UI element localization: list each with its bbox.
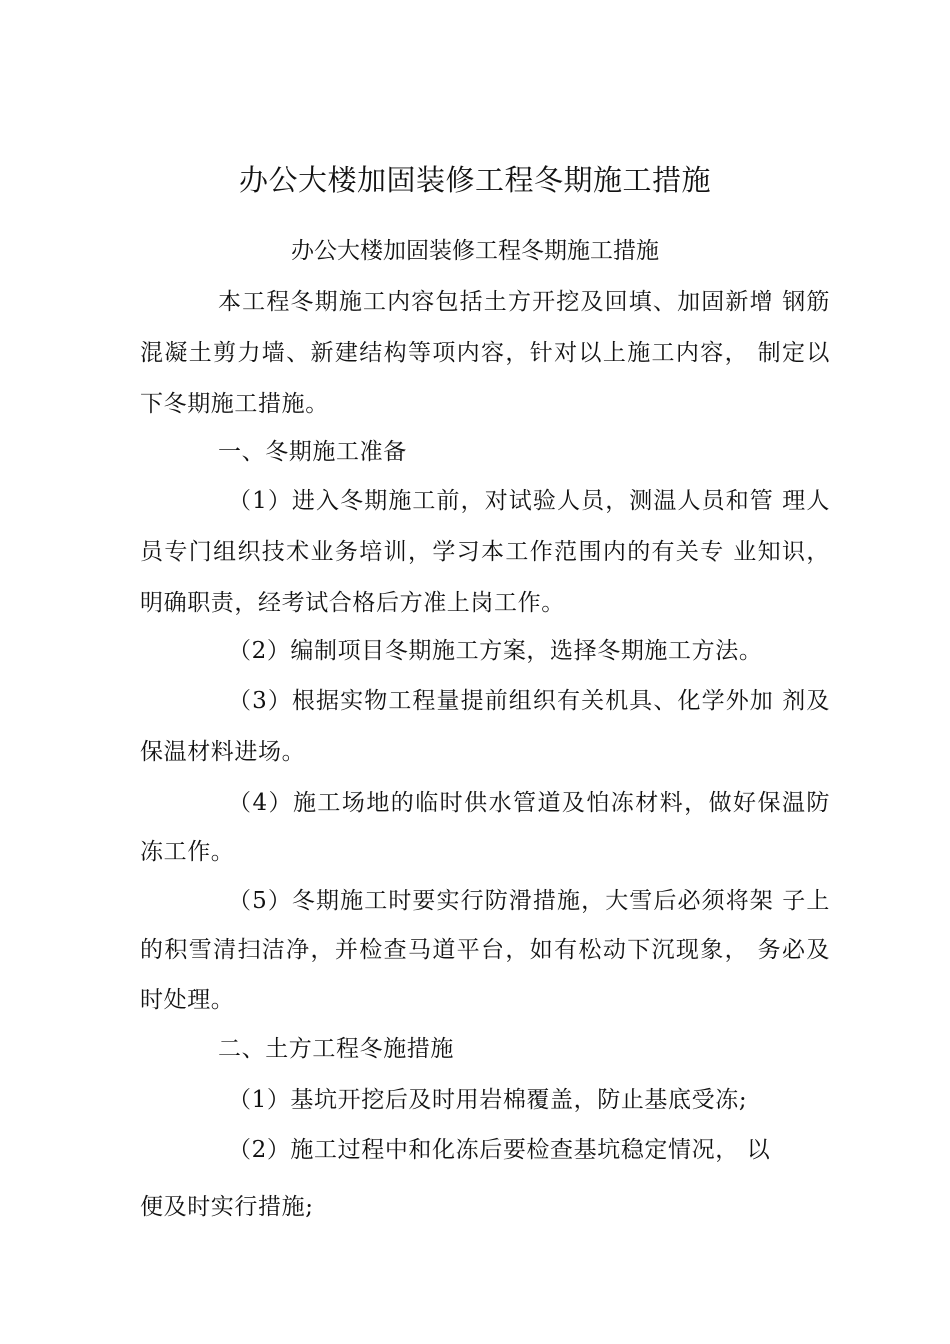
paragraph-line: 明确职责，经考试合格后方准上岗工作。: [140, 590, 565, 616]
paragraph-line: （1）进入冬期施工前，对试验人员，测温人员和管 理人: [228, 488, 830, 514]
document-title: 办公大楼加固装修工程冬期施工措施: [238, 163, 711, 197]
paragraph-line: 混凝土剪力墙、新建结构等项内容，针对以上施工内容， 制定以: [140, 340, 830, 366]
paragraph-line: 员专门组织技术业务培训，学习本工作范围内的有关专 业知识，: [140, 539, 830, 565]
paragraph-line: 时处理。: [140, 987, 235, 1013]
paragraph-line: （4）施工场地的临时供水管道及怕冻材料，做好保温防: [228, 790, 830, 816]
paragraph-line: （5）冬期施工时要实行防滑措施，大雪后必须将架 子上: [228, 888, 830, 914]
paragraph-line: 便及时实行措施;: [140, 1194, 314, 1220]
paragraph-line: （2）施工过程中和化冻后要检查基坑稳定情况， 以: [228, 1137, 771, 1163]
section-heading: 二、土方工程冬施措施: [218, 1036, 454, 1062]
paragraph-line: 的积雪清扫洁净，并检查马道平台，如有松动下沉现象， 务必及: [140, 937, 830, 963]
paragraph-line: 本工程冬期施工内容包括土方开挖及回填、加固新增 钢筋: [218, 289, 830, 315]
paragraph-line: 冻工作。: [140, 839, 235, 865]
paragraph-line: （2）编制项目冬期施工方案，选择冬期施工方法。: [228, 638, 763, 664]
paragraph-line: 保温材料进场。: [140, 739, 306, 765]
section-heading: 一、冬期施工准备: [218, 439, 407, 465]
paragraph-line: （3）根据实物工程量提前组织有关机具、化学外加 剂及: [228, 688, 830, 714]
paragraph-line: 下冬期施工措施。: [140, 391, 329, 417]
paragraph-line: （1）基坑开挖后及时用岩棉覆盖，防止基底受冻;: [228, 1087, 748, 1113]
document-subtitle: 办公大楼加固装修工程冬期施工措施: [291, 238, 659, 264]
